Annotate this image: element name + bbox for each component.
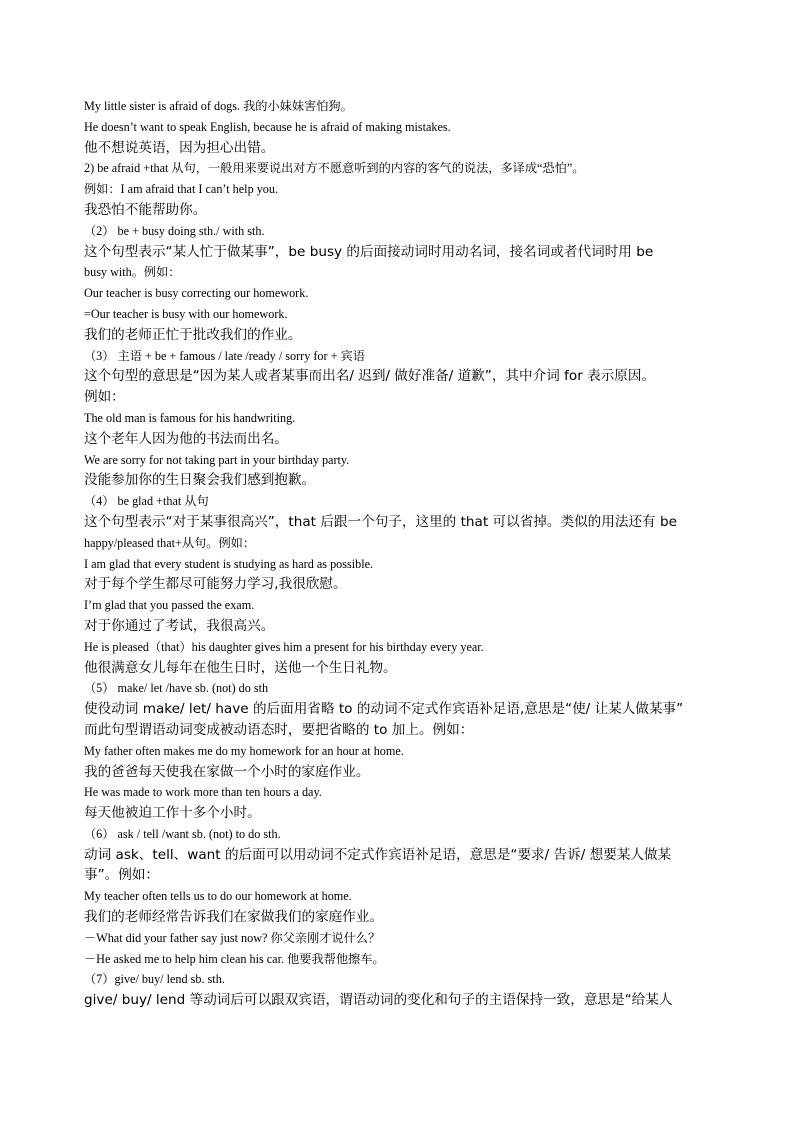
- text-line: The old man is famous for his handwriting.: [84, 410, 296, 425]
- text-line: give/ buy/ lend 等动词后可以跟双宾语，谓语动词的变化和句子的主语保持一致，意思是“给某人: [84, 992, 673, 1009]
- text-line: 每天他被迫工作十多个小时。: [84, 805, 261, 822]
- text-line: 这个句型表示“某人忙于做某事”，be busy 的后面接动词时用动名词，接名词或者代词时用 be: [84, 243, 654, 260]
- document-body: [84, 96, 684, 1011]
- section-heading: （6） ask / tell /want sb. (not) to do sth.: [84, 826, 281, 841]
- text-line: 事”。例如：: [84, 867, 160, 884]
- text-line: 这个老年人因为他的书法而出名。: [84, 430, 288, 447]
- text-line: I am glad that every student is studying as hard as possible.: [84, 556, 374, 571]
- text-line: My teacher often tells us to do our homework at home.: [84, 889, 352, 904]
- text-line: 而此句型谓语动词变成被动语态时，要把省略的 to 加上。例如：: [84, 721, 474, 738]
- section-heading: （3） 主语 + be + famous / late /ready / sorry for + 宾语: [84, 348, 365, 363]
- text-line: He is pleased（that）his daughter gives him a present for his birthday every year.: [84, 639, 484, 654]
- text-line: =Our teacher is busy with our homework.: [84, 306, 288, 321]
- text-line: He was made to work more than ten hours a day.: [84, 785, 322, 800]
- section-heading: （5） make/ let /have sb. (not) do sth: [84, 681, 269, 696]
- text-line: 他很满意女儿每年在他生日时，送他一个生日礼物。: [84, 659, 397, 676]
- text-line: 例如：I am afraid that I can’t help you.: [84, 182, 279, 197]
- text-line: 我们的老师正忙于批改我们的作业。: [84, 326, 302, 343]
- text-line: 这个句型的意思是“因为某人或者某事而出名/ 迟到/ 做好准备/ 道歉”，其中介词 for 表示原因。: [84, 368, 656, 385]
- text-line: 例如：: [84, 389, 125, 406]
- text-line: 对于你通过了考试，我很高兴。: [84, 617, 275, 634]
- text-line: 他不想说英语，因为担心出错。: [84, 139, 275, 156]
- text-line: －What did your father say just now? 你父亲刚才说什么？: [84, 930, 381, 945]
- section-heading: （7）give/ buy/ lend sb. sth.: [84, 972, 225, 987]
- text-line: busy with。例如：: [84, 265, 181, 280]
- text-line: I’m glad that you passed the exam.: [84, 598, 255, 613]
- text-line: －He asked me to help him clean his car. 他要我帮他擦车。: [84, 951, 385, 966]
- text-line: 没能参加你的生日聚会我们感到抱歉。: [84, 472, 316, 489]
- section-heading: （4） be glad +that 从句: [84, 494, 209, 509]
- text-line: He doesn’t want to speak English, because he is afraid of making mistakes.: [84, 119, 451, 134]
- text-line: 使役动词 make/ let/ have 的后面用省略 to 的动词不定式作宾语补足语,意思是“使/ 让某人做某事”: [84, 701, 684, 718]
- text-line: My father often makes me do my homework for an hour at home.: [84, 743, 404, 758]
- text-line: 动词 ask、tell、want 的后面可以用动词不定式作宾语补足语，意思是“要求/ 告诉/ 想要某人做某: [84, 846, 672, 863]
- text-line: 我恐怕不能帮助你。: [84, 201, 207, 218]
- text-line: Our teacher is busy correcting our homework.: [84, 286, 309, 301]
- text-line: 对于每个学生都尽可能努力学习,我很欣慰。: [84, 576, 347, 593]
- text-line: 我们的老师经常告诉我们在家做我们的家庭作业。: [84, 909, 384, 926]
- text-line: happy/pleased that+从句。例如：: [84, 535, 256, 550]
- text-line: 这个句型表示“对于某事很高兴”，that 后跟一个句子，这里的 that 可以省掉。类似的用法还有 be: [84, 513, 677, 530]
- text-line: 我的爸爸每天使我在家做一个小时的家庭作业。: [84, 763, 370, 780]
- section-heading: （2） be + busy doing sth./ with sth.: [84, 223, 265, 238]
- text-line: We are sorry for not taking part in your birthday party.: [84, 452, 350, 467]
- text-line: My little sister is afraid of dogs. 我的小妹妹害怕狗。: [84, 99, 353, 113]
- text-line: 2) be afraid +that 从句，一般用来要说出对方不愿意听到的内容的客气的说法，多译成“恐怕”。: [84, 161, 585, 176]
